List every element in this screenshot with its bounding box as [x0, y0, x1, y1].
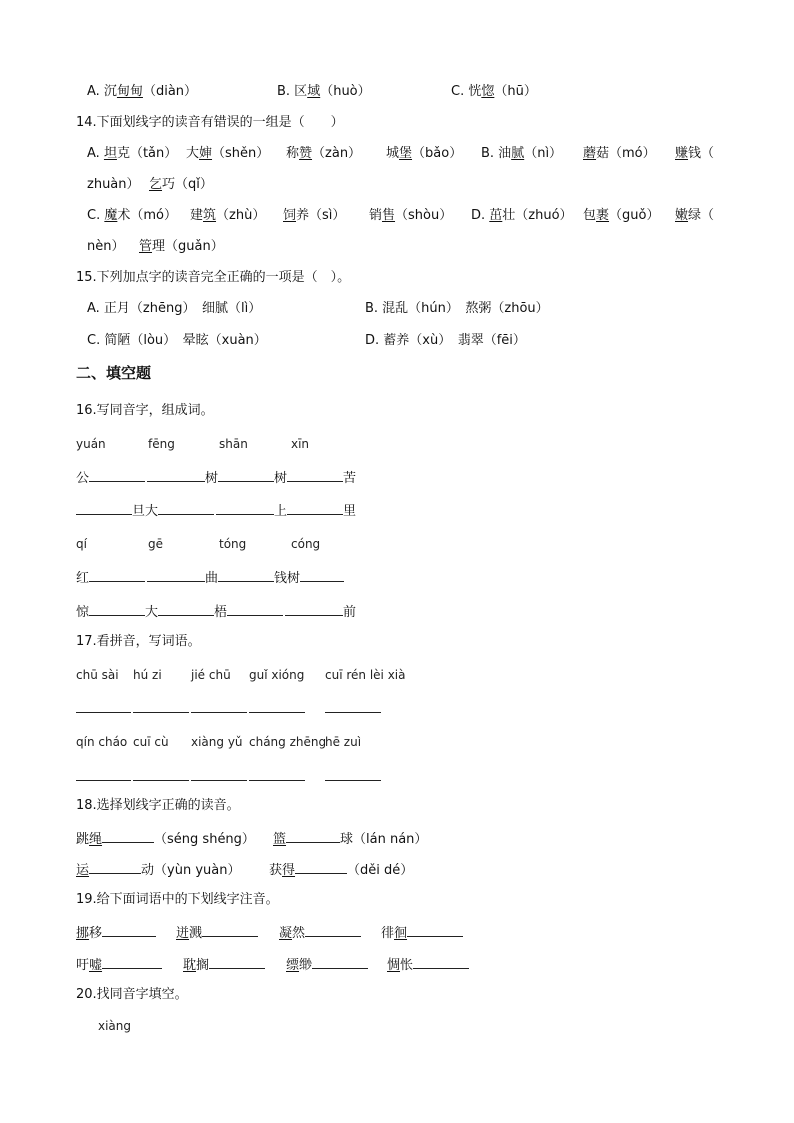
q16-pinyin-2b: gē [148, 537, 163, 551]
answer-blank[interactable] [191, 699, 247, 713]
answer-blank[interactable] [133, 767, 189, 781]
q17-pinyin-1c: jié chū [191, 668, 231, 682]
q16-pinyin-1b: fēng [148, 437, 175, 451]
q16-char: 树 [205, 471, 219, 486]
q14-d1: D. 茁壮（zhuó） [471, 208, 573, 223]
answer-blank[interactable] [102, 923, 156, 937]
q16-row-4 [76, 602, 356, 622]
answer-blank[interactable] [133, 699, 189, 713]
q15-option-b: B. 混乱（hún） 熬粥（zhōu） [365, 301, 549, 316]
q19-word-4: 徘徊 [381, 923, 463, 943]
answer-blank[interactable] [287, 501, 343, 515]
answer-blank[interactable] [102, 955, 162, 969]
q16-char: 红 [76, 571, 90, 586]
q17-pinyin-1e: cuī rén lèi xià [325, 668, 406, 682]
q19-word-8: 惆怅 [387, 955, 469, 975]
q14-c1: C. 魔术（mó） [87, 208, 177, 223]
answer-blank[interactable] [325, 699, 381, 713]
q16-char: 曲 [205, 571, 219, 586]
answer-blank[interactable] [218, 468, 274, 482]
q19-word-3: 凝然 [279, 923, 361, 943]
q13-option-b: B. 区域（huò） [277, 84, 371, 99]
answer-blank[interactable] [413, 955, 469, 969]
q15-option-d: D. 蓄养（xù） 翡翠（fēi） [365, 333, 526, 348]
q14-d2: 包裹（guǒ） [583, 208, 660, 223]
q18-title: 18.选择划线字正确的读音。 [76, 798, 240, 813]
q19-word-6: 耽搁 [183, 955, 265, 975]
q14-a2: 大婶（shěn） [186, 146, 270, 161]
q16-pinyin-1d: xīn [291, 437, 310, 451]
answer-blank[interactable] [89, 568, 145, 582]
answer-blank[interactable] [295, 860, 347, 874]
answer-blank[interactable] [158, 501, 214, 515]
q18-item-a: 跳绳 （séng shéng） [76, 829, 255, 849]
q17-pinyin-2c: xiàng yǔ [191, 735, 243, 749]
q14-d3-cont: nèn） [87, 239, 125, 254]
answer-blank[interactable] [202, 923, 258, 937]
q14-a1: A. 坦克（tǎn） [87, 146, 178, 161]
q14-d4: 管理（guǎn） [139, 239, 224, 254]
q16-char: 里 [343, 504, 357, 519]
q17-pinyin-1b: hú zi [133, 668, 162, 682]
q14-b2: 蘑菇（mó） [583, 146, 656, 161]
q18-item-b: 篮 球（lán nán） [273, 829, 427, 849]
q19-word-2: 迸溅 [176, 923, 258, 943]
answer-blank[interactable] [286, 829, 340, 843]
answer-blank[interactable] [76, 767, 131, 781]
q14-c3: 饲养（sì） [283, 208, 346, 223]
q20-title: 20.找同音字填空。 [76, 987, 188, 1002]
q17-pinyin-1a: chū sài [76, 668, 119, 682]
answer-blank[interactable] [407, 923, 463, 937]
answer-blank[interactable] [89, 602, 145, 616]
q16-char: 树 [274, 471, 288, 486]
q14-c4: 销售（shòu） [369, 208, 453, 223]
answer-blank[interactable] [76, 699, 131, 713]
q17-pinyin-2d: cháng zhēng [249, 735, 327, 749]
q16-row-3 [76, 568, 344, 588]
q16-char: 前 [343, 605, 357, 620]
q19-word-7: 缥缈 [286, 955, 368, 975]
q16-char: 惊 [76, 605, 90, 620]
answer-blank[interactable] [325, 767, 381, 781]
answer-blank[interactable] [158, 602, 214, 616]
answer-blank[interactable] [76, 501, 132, 515]
q19-title: 19.给下面词语中的下划线字注音。 [76, 892, 279, 907]
answer-blank[interactable] [300, 568, 344, 582]
answer-blank[interactable] [249, 767, 305, 781]
q15-option-a: A. 正月（zhēng） 细腻（lì） [87, 301, 262, 316]
answer-blank[interactable] [147, 468, 205, 482]
q16-pinyin-1a: yuán [76, 437, 106, 451]
q14-a3: 称赞（zàn） [286, 146, 362, 161]
q14-b3: 赚钱（ [675, 146, 715, 161]
answer-blank[interactable] [305, 923, 361, 937]
answer-blank[interactable] [209, 955, 265, 969]
q16-row-1 [76, 468, 356, 488]
q17-pinyin-2e: hē zuì [325, 735, 362, 749]
answer-blank[interactable] [89, 860, 141, 874]
q13-option-a: A. 沉甸甸（diàn） [87, 84, 198, 99]
q17-title: 17.看拼音，写词语。 [76, 634, 201, 649]
q15-option-c: C. 简陋（lòu） 晕眩（xuàn） [87, 333, 267, 348]
q16-char: 钱树 [274, 571, 301, 586]
q16-char: 上 [274, 504, 288, 519]
q16-pinyin-1c: shān [219, 437, 248, 451]
answer-blank[interactable] [89, 468, 145, 482]
q16-char: 梧 [214, 605, 228, 620]
q18-item-d: 获得 （děi dé） [269, 860, 413, 880]
answer-blank[interactable] [216, 501, 274, 515]
answer-blank[interactable] [285, 602, 343, 616]
q16-char: 旦 [132, 504, 146, 519]
q16-char: 大 [145, 504, 159, 519]
answer-blank[interactable] [249, 699, 305, 713]
q14-d3: 嫩绿（ [675, 208, 715, 223]
answer-blank[interactable] [191, 767, 247, 781]
q16-title: 16.写同音字，组成词。 [76, 403, 214, 418]
q19-word-5: 吁嘘 [76, 955, 162, 975]
q17-answer-row-1 [76, 699, 381, 719]
q18-item-c: 运 动（yùn yuàn） [76, 860, 240, 880]
q20-pinyin: xiàng [98, 1019, 132, 1033]
q14-title: 14.下面划线字的读音有错误的一组是（ ） [76, 115, 344, 130]
q14-c2: 建筑（zhù） [190, 208, 266, 223]
q16-row-2 [76, 501, 356, 521]
q13-option-c: C. 恍惚（hū） [451, 84, 537, 99]
answer-blank[interactable] [227, 602, 283, 616]
q14-b3-cont: zhuàn） [87, 177, 140, 192]
answer-blank[interactable] [218, 568, 274, 582]
q14-b4: 乞巧（qǐ） [149, 177, 213, 192]
q16-pinyin-2c: tóng [219, 537, 247, 551]
q14-b1: B. 油腻（nì） [481, 146, 563, 161]
q16-char: 公 [76, 471, 90, 486]
q17-pinyin-2b: cuī cù [133, 735, 169, 749]
q16-pinyin-2d: cóng [291, 537, 321, 551]
q19-word-1: 挪移 [76, 923, 156, 943]
q16-pinyin-2a: qí [76, 537, 87, 551]
section-title: 二、填空题 [76, 364, 152, 382]
q17-pinyin-1d: guǐ xióng [249, 668, 305, 682]
answer-blank[interactable] [102, 829, 154, 843]
answer-blank[interactable] [312, 955, 368, 969]
q17-answer-row-2 [76, 767, 381, 787]
answer-blank[interactable] [287, 468, 343, 482]
q16-char: 大 [145, 605, 159, 620]
q15-title: 15.下列加点字的读音完全正确的一项是（ ）。 [76, 270, 351, 285]
answer-blank[interactable] [147, 568, 205, 582]
q17-pinyin-2a: qín cháo [76, 735, 128, 749]
q14-a4: 城堡（bǎo） [386, 146, 463, 161]
q16-char: 苦 [343, 471, 357, 486]
